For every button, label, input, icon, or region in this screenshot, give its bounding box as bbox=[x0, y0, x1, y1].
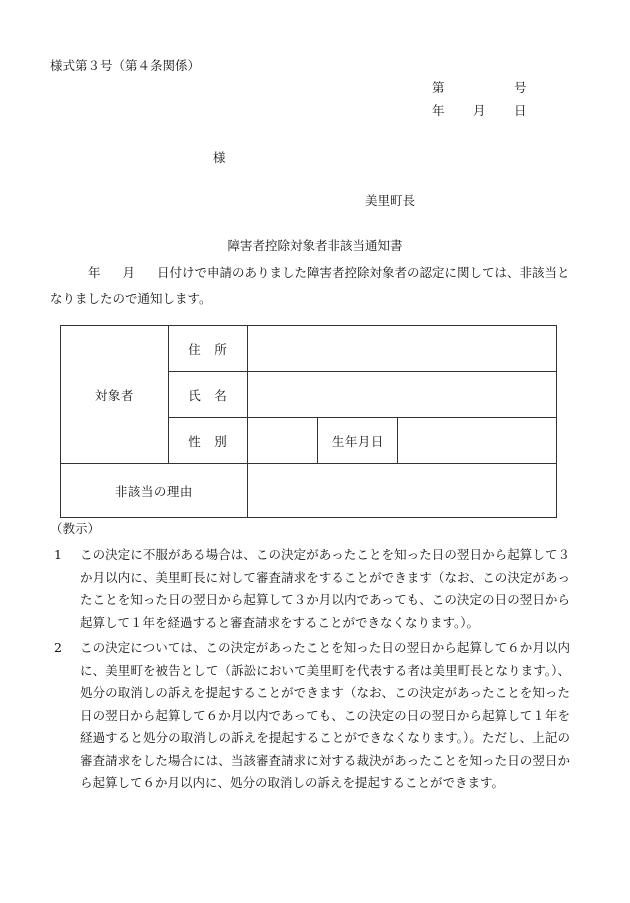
body-month-label: 月 bbox=[122, 265, 136, 280]
addressee-suffix: 様 bbox=[213, 150, 226, 165]
notice-item-text: この決定については、この決定があったことを知った日の翌日から起算して６か月以内に、美里町を被告として（訴訟において美里町を代表する者は美里町長となります。）、処分の取消しの訴えを提起することができます（なお、この決定があったことを知った日の翌日から起算して６か月以内であっても、この決定の日の翌日から起算して１年を経過すると処分の取消しの訴えを提起することができなくなります。）。ただし、上記の審査請求をした場合には、当該審査請求に対する裁決があったことを知った日の翌日から起算して６か月以内に、処分の取消しの訴えを提起することができます。 bbox=[80, 640, 570, 790]
birthdate-label: 生年月日 bbox=[318, 418, 398, 464]
body-year-label: 年 bbox=[88, 265, 101, 280]
notice-item bbox=[50, 637, 570, 795]
reason-label: 非該当の理由 bbox=[61, 464, 248, 518]
document-number-suffix: 号 bbox=[514, 80, 527, 95]
notice-title: （教示） bbox=[50, 521, 101, 536]
date-month-label: 月 bbox=[473, 103, 486, 118]
name-field bbox=[247, 372, 556, 418]
notice-item-number: 1 bbox=[54, 547, 62, 562]
notice-item-text: この決定に不服がある場合は、この決定があったことを知った日の翌日から起算して３か月以内に、美里町長に対して審査請求をすることができます（なお、この決定があったことを知った日の翌日から起算して３か月以内であっても、この決定の日の翌日から起算して１年を経過すると審査請求をすることができなくなります。）。 bbox=[80, 547, 570, 630]
gender-field bbox=[247, 418, 318, 464]
reason-field bbox=[247, 464, 556, 518]
sender-name: 美里町長 bbox=[365, 193, 416, 208]
document-title: 障害者控除対象者非該当通知書 bbox=[227, 238, 403, 253]
notice-item-number: 2 bbox=[54, 640, 62, 655]
date-day-label: 日 bbox=[514, 103, 527, 118]
name-label: 氏 名 bbox=[168, 372, 247, 418]
gender-label: 性 別 bbox=[168, 418, 247, 464]
address-label: 住 所 bbox=[168, 326, 247, 372]
document-number-label: 第 bbox=[432, 80, 445, 95]
subject-table bbox=[60, 325, 557, 518]
notice-body bbox=[50, 260, 570, 312]
subject-label: 対象者 bbox=[61, 326, 169, 464]
birthdate-field bbox=[398, 418, 557, 464]
form-number: 様式第３号（第４条関係） bbox=[50, 58, 201, 73]
notice-item bbox=[50, 544, 570, 634]
notice-list bbox=[50, 544, 570, 798]
body-text: 日付けで申請のありました障害者控除対象者の認定に関しては、非該当となりましたので通知します。 bbox=[50, 265, 570, 306]
address-field bbox=[247, 326, 556, 372]
date-year-label: 年 bbox=[432, 103, 445, 118]
